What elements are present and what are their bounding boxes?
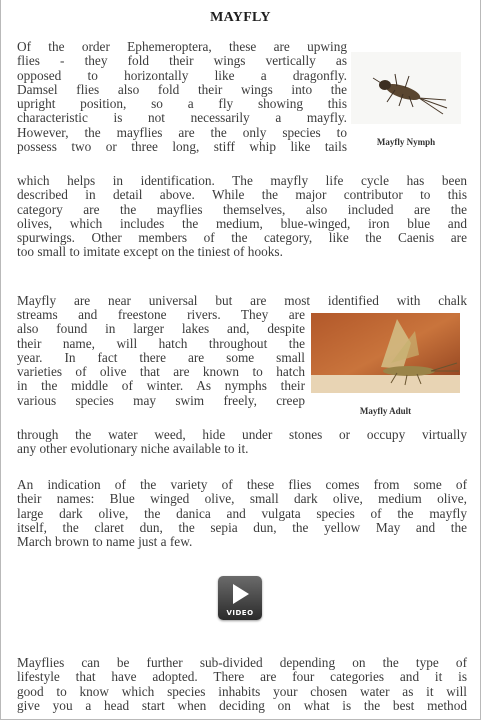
text-line: category are the mayflies themselves, also included are the: [17, 201, 467, 217]
text-line: any other evolutionary niche available to it.: [17, 441, 249, 457]
text-line: varieties of olive that are known to hatch: [17, 364, 305, 380]
paragraph-2-full: [17, 428, 467, 457]
text-line: various species may swim freely, creep: [17, 392, 305, 408]
text-line: which helps in identification. The mayfly life cycle has been: [17, 173, 467, 188]
text-line: Damsel flies also fold their wings into the: [17, 81, 347, 97]
text-line: flies - they fold their wings vertically as: [17, 53, 347, 69]
text-line: spurwings. Other members of the category, like the Caenis are: [17, 230, 467, 246]
text-line: also found in larger lakes and, despite: [17, 321, 305, 337]
text-line: characteristic is not necessarily a mayfly.: [17, 110, 347, 126]
text-line: Of the order Ephemeroptera, these are upwing: [17, 39, 347, 54]
text-line: Mayflies can be further sub-divided depending on the type of: [17, 655, 467, 670]
text-line: through the water weed, hide under stones or occupy virtually: [17, 427, 467, 442]
figure-caption: Mayfly Adult: [359, 406, 412, 416]
text-line: year. In fact there are some small: [17, 349, 305, 365]
play-icon: [233, 584, 249, 604]
text-line: good to know which species inhabits your chosen water as it will: [17, 683, 467, 699]
text-line: in the middle of winter. As nymphs their: [17, 378, 305, 394]
mayfly-adult-image: [311, 313, 460, 393]
text-line: too small to imitate except on the tiniest of hooks.: [17, 244, 283, 260]
text-line: described in detail above. While the major contributor to this: [17, 187, 467, 203]
text-line: their names: Blue winged olive, small dark olive, medium olive,: [17, 491, 467, 507]
mayfly-nymph-image: [351, 52, 461, 124]
paragraph-1-full: [17, 174, 467, 260]
paragraph-4: [17, 656, 467, 713]
text-line: lifestyle that have adopted. There are four categories and it is: [17, 669, 467, 685]
text-line: give you a head start when deciding on what is the best method: [17, 697, 467, 713]
text-line: March brown to name just a few.: [17, 534, 193, 550]
text-line: Mayfly are near universal but are most identified with chalk: [17, 293, 467, 308]
page-title: MAYFLY: [210, 10, 271, 25]
paragraph-3: [17, 478, 467, 549]
figure-caption: Mayfly Nymph: [376, 137, 436, 147]
text-line: olives, which includes the medium, blue-winged, iron blue and: [17, 215, 467, 231]
text-line: streams and freestone rivers. They are: [17, 307, 305, 322]
text-line: possess two or three long, stiff whip like tails: [17, 139, 347, 155]
text-line: large dark olive, the danica and vulgata species of the mayfly: [17, 505, 467, 521]
text-line: upright position, so a fly showing this: [17, 96, 347, 112]
text-line: An indication of the variety of these flies comes from some of: [17, 477, 467, 492]
video-label: VIDEO: [226, 609, 254, 617]
text-line: their name, will hatch throughout the: [17, 335, 305, 351]
text-line: opposed to horizontally like a dragonfly.: [17, 67, 347, 83]
video-play-button[interactable]: [218, 576, 262, 620]
paragraph-2-wrapped: [17, 308, 305, 408]
text-line: However, the mayflies are the only species to: [17, 124, 347, 140]
paragraph-1-wrapped: [17, 40, 347, 154]
text-line: itself, the claret dun, the sepia dun, the yellow May and the: [17, 519, 467, 535]
